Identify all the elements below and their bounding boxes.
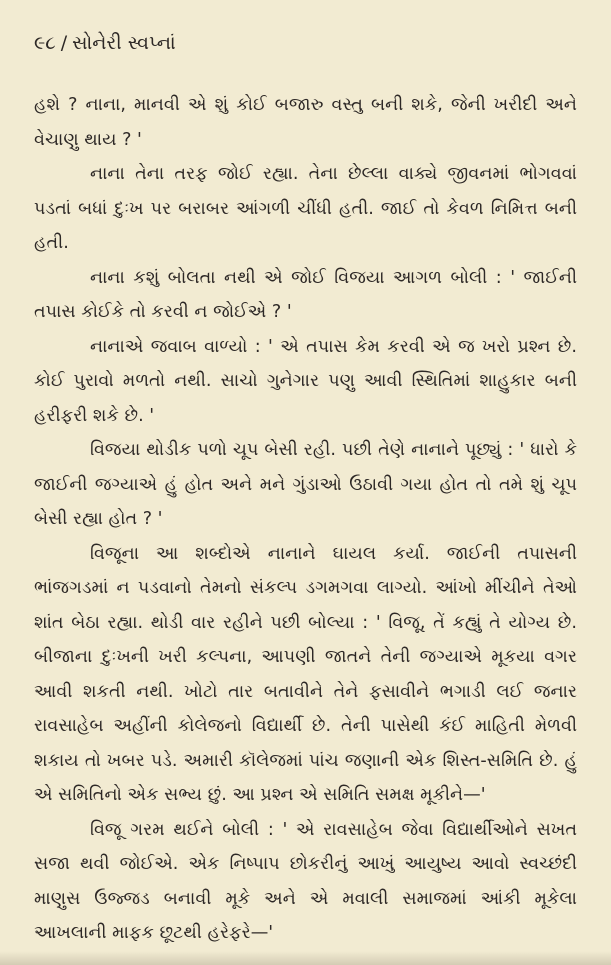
- book-title: સોનેરી સ્વપ્નાં: [72, 32, 176, 54]
- paragraph-2: નાના તેના તરફ જોઈ રહ્યા. તેના છેલ્લા વાક્યે જીવનમાં ભોગવવાં પડતાં બધાં દુઃખ પર બરાબર આંગળી ચીંધી હતી. જાઈ તો કેવળ નિમિત્ત બની હતી.: [34, 164, 577, 253]
- paragraph-6: વિજૂના આ શબ્દોએ નાનાને ઘાયલ કર્યા. જાઈની તપાસની ભાંજગડમાં ન પડવાનો તેમનો સંકલ્પ ડગમગવા લાગ્યો. આંખો મીંચીને તેઓ શાંત બેઠા રહ્યા. થોડી વાર રહીને પછી બોલ્યા : ' વિજૂ, તેં કહ્યું તે યોગ્ય છે. બીજાના દુઃખની ખરી કલ્પના, આપણી જાતને તેની જગ્યાએ મૂકયા વગર આવી શકતી નથી. ખોટો તાર બતાવીને તેને ફસાવીને ભગાડી લઈ જનાર રાવસાહેબ અહીંની કોલેજનો વિદ્યાર્થી છે. તેની પાસેથી કંઈ માહિતી મેળવી શકાય તો ખબર પડે. અમારી કૉલેજમાં પાંચ જણાની એક શિસ્ત-સમિતિ છે. હું એ સમિતિનો એક સભ્ય છું. આ પ્રશ્ન એ સમિતિ સમક્ષ મૂકીને—': [34, 543, 577, 805]
- page-number: ૯૮: [34, 32, 56, 54]
- paragraph-3: નાના કશું બોલતા નથી એ જોઈ વિજયા આગળ બોલી : ' જાઈની તપાસ કોઈકે તો કરવી ન જોઈએ ? ': [34, 267, 577, 322]
- paragraph-1: હશે ? નાના, માનવી એ શું કોઈ બજારુ વસ્તુ બની શકે, જેની ખરીદી અને વેચાણુ થાય ? ': [34, 95, 577, 150]
- paragraph-4: નાનાએ જવાબ વાળ્યો : ' એ તપાસ કેમ કરવી એ જ ખરો પ્રશ્ન છે. કોઈ પુરાવો મળતો નથી. સાચો ગુનેગાર પણુ આવી સ્થિતિમાં શાહુકાર બની હરીફરી શકે છે. ': [34, 336, 577, 426]
- page-header: [34, 30, 577, 56]
- page-bottom-shadow: [0, 951, 611, 965]
- paragraph-7: વિજૂ ગરમ થઈને બોલી : ' એ રાવસાહેબ જેવા વિદ્યાર્થીઓને સખત સજા થવી જોઈએ. એક નિષ્પાપ છોકરીનું આખું આયુષ્ય આવો સ્વચ્છંદી માણુસ ઉજ્જડ બનાવી મૂકે અને એ મવાલી સમાજમાં આંકી મૂકેલા આખલાની માફક છૂટથી હરેફરે—': [34, 819, 577, 943]
- paragraph-5: વિજયા થોડીક પળો ચૂપ બેસી રહી. પછી તેણે નાનાને પૂછ્યું : ' ધારો કે જાઈની જગ્યાએ હું હોત અને મને ગુંડાઓ ઉઠાવી ગયા હોત તો તમે શું ચૂપ બેસી રહ્યા હોત ? ': [34, 440, 577, 529]
- header-separator: /: [60, 32, 68, 54]
